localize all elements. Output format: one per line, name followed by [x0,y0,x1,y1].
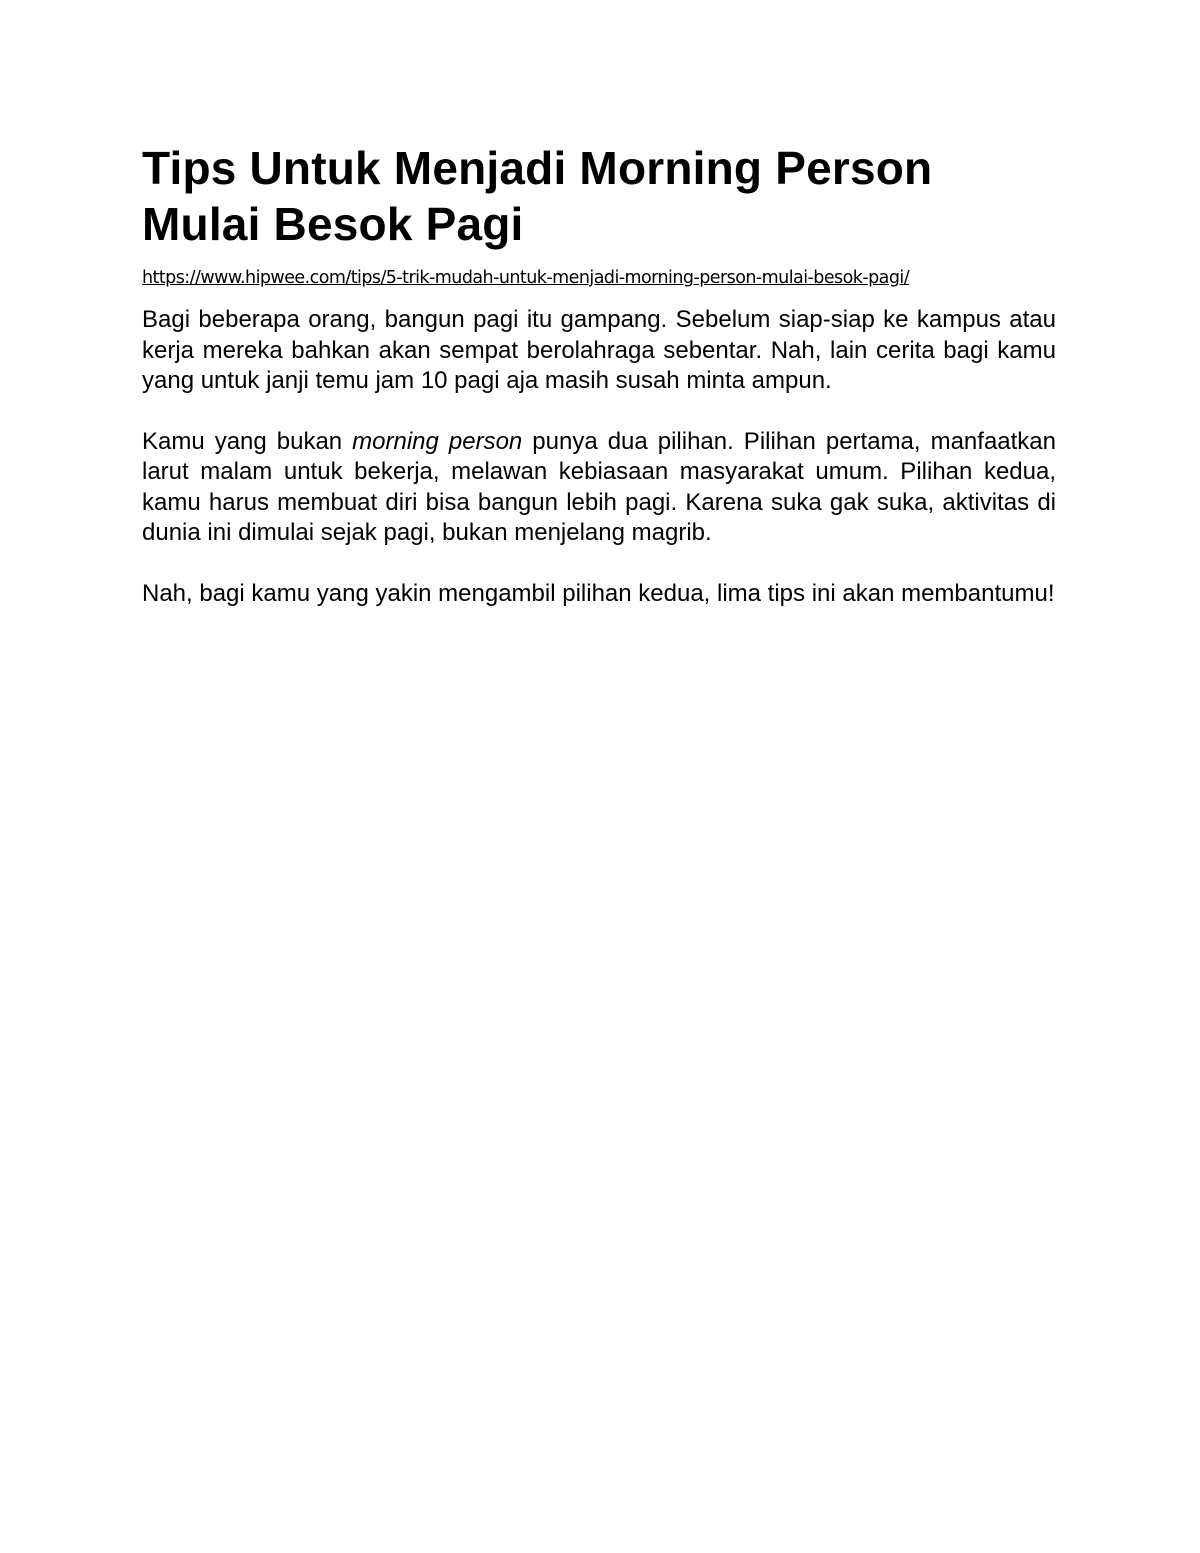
paragraph-closing: Nah, bagi kamu yang yakin mengambil pilihan kedua, lima tips ini akan membantumu! [142,579,1055,607]
paragraph-choices-start: Kamu yang bukan [142,427,353,455]
paragraph-intro: Bagi beberapa orang, bangun pagi itu gampang. Sebelum siap-siap ke kampus atau kerja mereka bahkan akan sempat berolahraga sebentar. Nah, lain cerita bagi kamu yang untuk janji temu jam 10 pagi aja masih susah minta ampun. [142,306,1056,394]
paragraph-choices [142,427,1056,549]
emphasis-morning-person: morning person [352,427,523,455]
document-content [142,140,1056,609]
paragraph-choices-rest: punya dua pilihan. Pilihan pertama, manfaatkan larut malam untuk bekerja, melawan kebiasaan masyarakat umum. Pilihan kedua, kamu harus membuat diri bisa bangun lebih pagi. Karena suka gak suka, aktivitas di dunia ini dimulai sejak pagi, bukan menjelang magrib. [142,427,1057,546]
source-link[interactable]: https://www.hipwee.com/tips/5-trik-mudah-untuk-menjadi-morning-person-mulai-besok-pagi/ [142,268,910,288]
document-title: Tips Untuk Menjadi Morning Person Mulai Besok Pagi [142,142,933,250]
